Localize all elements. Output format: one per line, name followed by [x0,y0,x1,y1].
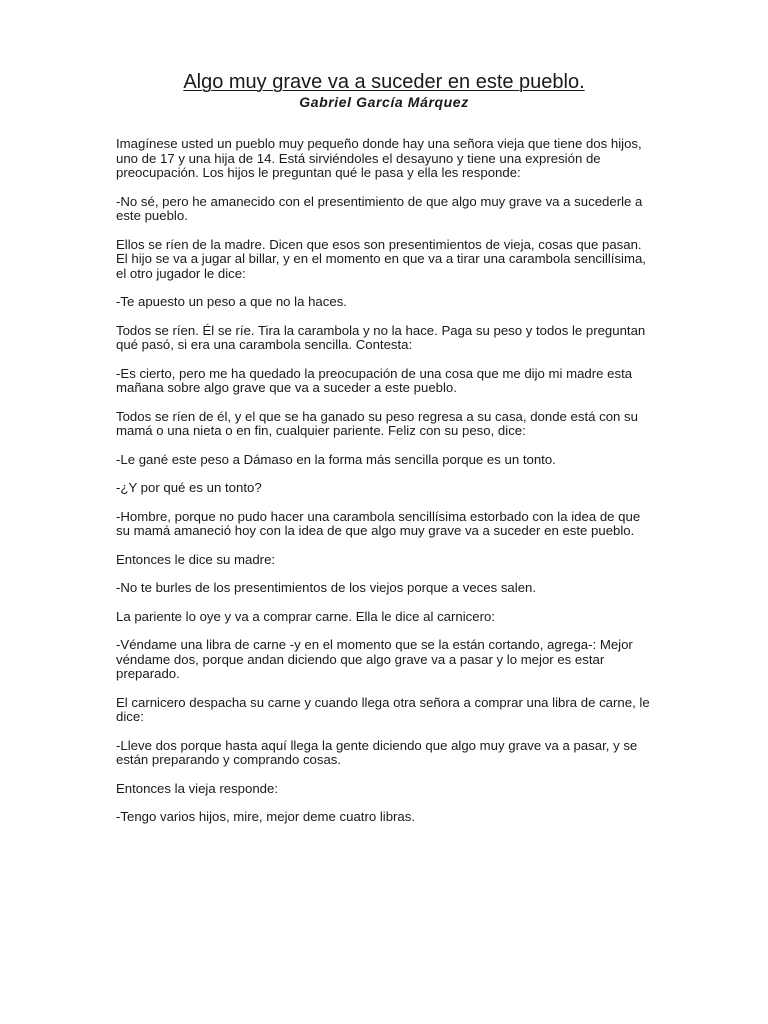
paragraph: Imagínese usted un pueblo muy pequeño donde hay una señora vieja que tiene dos hijos, uno de 17 y una hija de 14. Está sirviéndoles el desayuno y tiene una expresión de preocupación. Los hijos le preguntan qué le pasa y ella les responde: [116,136,642,180]
paragraph: -Te apuesto un peso a que no la haces. [116,294,347,309]
paragraph: -Es cierto, pero me ha quedado la preocupación de una cosa que me dijo mi madre esta mañana sobre algo grave que va a suceder a este pueblo. [116,365,633,395]
document-title: Algo muy grave va a suceder en este pueblo. [183,71,585,93]
document-body [116,137,656,839]
paragraph: -¿Y por qué es un tonto? [116,480,262,495]
paragraph: -No sé, pero he amanecido con el presentimiento de que algo muy grave va a sucederle a este pueblo. [116,193,643,223]
paragraph: La pariente lo oye y va a comprar carne. Ella le dice al carnicero: [116,608,495,624]
paragraph: Entonces la vieja responde: [116,780,279,796]
paragraph: Todos se ríen. Él se ríe. Tira la carambola y no la hace. Paga su peso y todos le preguntan qué pasó, si era una carambola sencilla. Contesta: [116,322,646,352]
paragraph: Todos se ríen de él, y el que se ha ganado su peso regresa a su casa, donde está con su mamá o una nieta o en fin, cualquier pariente. Feliz con su peso, dice: [116,408,638,438]
paragraph: -No te burles de los presentimientos de los viejos porque a veces salen. [116,580,537,595]
paragraph: Ellos se ríen de la madre. Dicen que esos son presentimientos de vieja, cosas que pasan. El hijo se va a jugar al billar, y en el momento en que va a tirar una carambola sencillísima, el otro jugador le dice: [116,236,646,281]
paragraph: -Tengo varios hijos, mire, mejor deme cuatro libras. [116,809,416,824]
paragraph: Entonces le dice su madre: [116,551,276,567]
document-author: Gabriel García Márquez [299,94,469,110]
paragraph: -Hombre, porque no pudo hacer una carambola sencillísima estorbado con la idea de que su mamá amaneció hoy con la idea de que algo muy grave va a suceder en este pueblo. [116,508,641,538]
paragraph: El carnicero despacha su carne y cuando llega otra señora a comprar una libra de carne, le dice: [116,694,650,724]
paragraph: -Le gané este peso a Dámaso en la forma más sencilla porque es un tonto. [116,451,556,467]
paragraph: -Lleve dos porque hasta aquí llega la gente diciendo que algo muy grave va a pasar, y se están preparando y comprando cosas. [116,737,638,767]
paragraph: -Véndame una libra de carne -y en el momento que se la están cortando, agrega-: Mejor véndame dos, porque andan diciendo que algo grave va a pasar y lo mejor es estar preparado. [116,637,633,681]
